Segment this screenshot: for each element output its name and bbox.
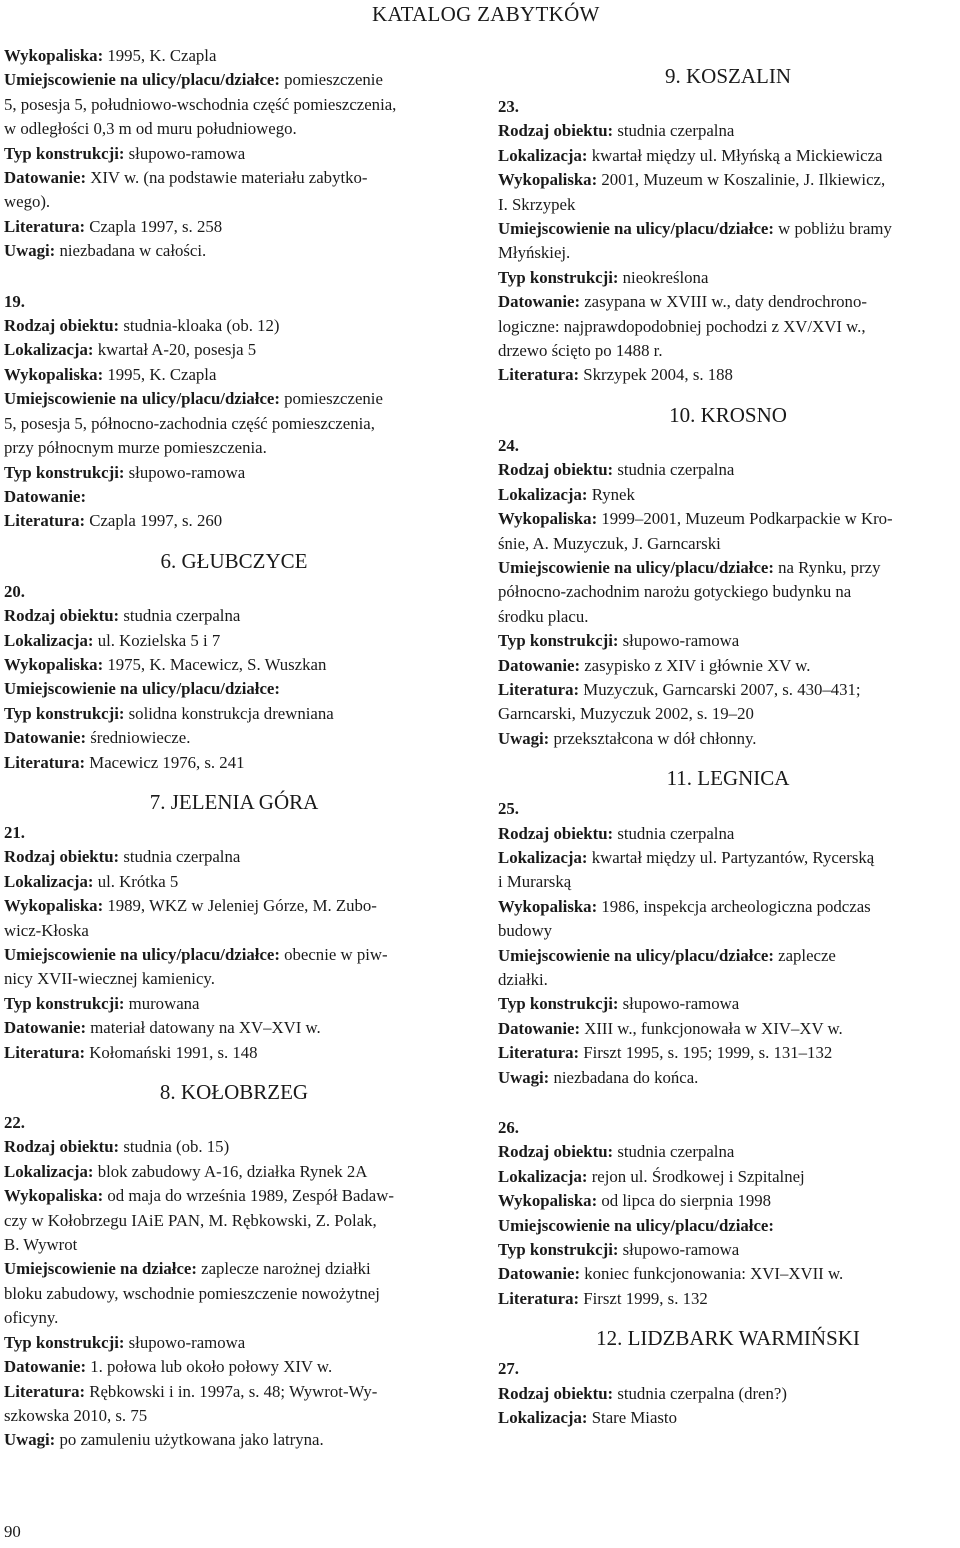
catalog-line bbox=[4, 239, 464, 263]
catalog-line bbox=[498, 458, 958, 482]
field-value: logiczne: najprawdopodobniej pochodzi z XV/XVI w., bbox=[498, 316, 866, 336]
spacer bbox=[4, 264, 464, 284]
field-label: Rodzaj obiektu: bbox=[4, 606, 120, 626]
field-value: słupowo-ramowa bbox=[124, 1332, 246, 1352]
field-label: Lokalizacja: bbox=[498, 145, 588, 165]
catalog-line bbox=[498, 992, 958, 1016]
spacer bbox=[498, 1090, 958, 1110]
catalog-line bbox=[498, 339, 958, 363]
field-label: Literatura: bbox=[498, 1043, 580, 1063]
catalog-line bbox=[4, 314, 464, 338]
field-label: Typ konstrukcji: bbox=[4, 462, 125, 482]
field-label: Literatura: bbox=[4, 216, 86, 236]
entry-number: 27. bbox=[498, 1359, 519, 1379]
catalog-line bbox=[498, 870, 958, 894]
catalog-line bbox=[498, 532, 958, 556]
field-value: studnia-kloaka (ob. 12) bbox=[119, 316, 280, 336]
entry-number: 21. bbox=[4, 822, 25, 842]
field-label: Lokalizacja: bbox=[498, 484, 588, 504]
field-value: nieokreślona bbox=[618, 267, 709, 287]
field-label: Literatura: bbox=[498, 1288, 580, 1308]
section-heading: 12. LIDZBARK WARMIŃSKI bbox=[596, 1326, 860, 1351]
field-value: przekształcona w dół chłonny. bbox=[549, 728, 757, 748]
section-heading: 8. KOŁOBRZEG bbox=[159, 1080, 309, 1105]
catalog-line bbox=[4, 1282, 464, 1306]
catalog-line bbox=[4, 509, 464, 533]
running-header: KATALOG ZABYTKÓW bbox=[372, 2, 600, 26]
catalog-line bbox=[4, 919, 464, 943]
entry-number: 23. bbox=[498, 97, 519, 116]
catalog-line bbox=[498, 1189, 958, 1213]
field-value: kwartał między ul. Partyzantów, Rycerską bbox=[587, 847, 875, 867]
field-label: Uwagi: bbox=[498, 728, 550, 748]
field-label: Rodzaj obiektu: bbox=[498, 1383, 614, 1403]
catalog-line bbox=[4, 943, 464, 967]
field-value: słupowo-ramowa bbox=[618, 994, 740, 1014]
field-label: Literatura: bbox=[4, 1381, 86, 1401]
field-label: Wykopaliska: bbox=[4, 896, 104, 916]
field-label: Lokalizacja: bbox=[498, 847, 588, 867]
field-label: Typ konstrukcji: bbox=[498, 267, 619, 287]
catalog-line bbox=[4, 967, 464, 991]
catalog-line bbox=[498, 507, 958, 531]
catalog-line bbox=[4, 653, 464, 677]
catalog-line bbox=[498, 1382, 958, 1406]
catalog-line bbox=[4, 992, 464, 1016]
field-value: kwartał między ul. Młyńską a Mickiewicza bbox=[587, 145, 883, 165]
field-value: słupowo-ramowa bbox=[618, 631, 740, 651]
catalog-line bbox=[4, 1355, 464, 1379]
catalog-line bbox=[4, 1041, 464, 1065]
entry-number: 19. bbox=[4, 291, 25, 311]
catalog-line bbox=[498, 1140, 958, 1164]
catalog-line bbox=[4, 215, 464, 239]
field-label: Literatura: bbox=[498, 679, 580, 699]
field-label: Rodzaj obiektu: bbox=[498, 121, 614, 141]
field-value: studnia czerpalna bbox=[119, 847, 241, 867]
field-value: studnia czerpalna bbox=[613, 823, 735, 843]
field-label: Literatura: bbox=[4, 752, 86, 772]
field-value: studnia czerpalna bbox=[613, 121, 735, 141]
catalog-line bbox=[4, 190, 464, 214]
field-label: Wykopaliska: bbox=[4, 1186, 104, 1206]
field-value: blok zabudowy A-16, działka Rynek 2A bbox=[93, 1161, 368, 1181]
field-value: czy w Kołobrzegu IAiE PAN, M. Rębkowski, Z. Polak, bbox=[4, 1210, 377, 1230]
catalog-line bbox=[498, 363, 958, 387]
field-value: 1995, K. Czapla bbox=[103, 364, 217, 384]
field-value: bloku zabudowy, wschodnie pomieszczenie nowożytnej bbox=[4, 1283, 380, 1303]
catalog-line bbox=[4, 363, 464, 387]
field-label: Typ konstrukcji: bbox=[4, 1332, 125, 1352]
field-label: Umiejscowienie na ulicy/placu/działce: bbox=[4, 70, 280, 90]
field-label: Datowanie: bbox=[4, 168, 87, 188]
catalog-line bbox=[498, 241, 958, 265]
catalog-line bbox=[498, 629, 958, 653]
left-column bbox=[4, 44, 464, 1453]
catalog-line bbox=[498, 217, 958, 241]
field-value: w odległości 0,3 m od muru południowego. bbox=[4, 119, 297, 139]
field-value: studnia czerpalna bbox=[613, 1142, 735, 1162]
field-value: oficyny. bbox=[4, 1308, 59, 1328]
entry-number: 24. bbox=[498, 435, 519, 455]
field-label: Datowanie: bbox=[498, 655, 581, 675]
field-value: koniec funkcjonowania: XVI–XVII w. bbox=[580, 1264, 844, 1284]
field-value: ul. Krótka 5 bbox=[93, 871, 179, 891]
field-value: szkowska 2010, s. 75 bbox=[4, 1405, 148, 1425]
catalog-line bbox=[4, 461, 464, 485]
field-value: wicz-Kłoska bbox=[4, 920, 89, 940]
field-label: Lokalizacja: bbox=[498, 1408, 588, 1428]
catalog-line bbox=[4, 338, 464, 362]
field-value: 1986, inspekcja archeologiczna podczas bbox=[597, 896, 871, 916]
field-value: studnia czerpalna (dren?) bbox=[613, 1383, 787, 1403]
catalog-line bbox=[4, 142, 464, 166]
right-column bbox=[498, 49, 958, 1431]
catalog-line bbox=[498, 580, 958, 604]
catalog-line bbox=[4, 1209, 464, 1233]
catalog-line bbox=[498, 895, 958, 919]
field-value: nicy XVII-wiecznej kamienicy. bbox=[4, 969, 215, 989]
entry-number: 20. bbox=[4, 581, 25, 601]
field-label: Uwagi: bbox=[498, 1067, 550, 1087]
catalog-line bbox=[498, 1287, 958, 1311]
field-value: XIII w., funkcjonowała w XIV–XV w. bbox=[580, 1018, 843, 1038]
catalog-line bbox=[4, 93, 464, 117]
catalog-line bbox=[498, 1406, 958, 1430]
catalog-line bbox=[498, 702, 958, 726]
field-label: Typ konstrukcji: bbox=[4, 993, 125, 1013]
field-label: Uwagi: bbox=[4, 1430, 56, 1450]
field-value: pomieszczenie bbox=[279, 389, 383, 409]
field-value: B. Wywrot bbox=[4, 1235, 78, 1255]
catalog-line bbox=[498, 1165, 958, 1189]
field-label: Uwagi: bbox=[4, 241, 56, 261]
catalog-line bbox=[498, 919, 958, 943]
catalog-line bbox=[4, 436, 464, 460]
catalog-line bbox=[4, 166, 464, 190]
field-label: Rodzaj obiektu: bbox=[4, 316, 120, 336]
catalog-line bbox=[498, 290, 958, 314]
field-label: Datowanie: bbox=[4, 728, 87, 748]
field-value: murowana bbox=[124, 993, 200, 1013]
field-value: słupowo-ramowa bbox=[124, 143, 246, 163]
field-label: Lokalizacja: bbox=[4, 871, 94, 891]
field-label: Rodzaj obiektu: bbox=[4, 847, 120, 867]
field-label: Lokalizacja: bbox=[4, 340, 94, 360]
field-label: Wykopaliska: bbox=[4, 364, 104, 384]
catalog-line bbox=[4, 702, 464, 726]
field-value: kwartał A-20, posesja 5 bbox=[93, 340, 257, 360]
field-value: 5, posesja 5, północno-zachodnia część pomieszczenia, bbox=[4, 413, 375, 433]
field-value: i Murarską bbox=[498, 872, 572, 892]
field-value: Muzyczuk, Garncarski 2007, s. 430–431; bbox=[579, 679, 861, 699]
field-label: Umiejscowienie na ulicy/placu/działce: bbox=[498, 219, 774, 239]
catalog-line bbox=[4, 1257, 464, 1281]
field-value: słupowo-ramowa bbox=[124, 462, 246, 482]
catalog-line bbox=[4, 845, 464, 869]
field-value: północno-zachodnim narożu gotyckiego budynku na bbox=[498, 582, 852, 602]
field-label: Lokalizacja: bbox=[4, 630, 94, 650]
field-value: ul. Kozielska 5 i 7 bbox=[93, 630, 221, 650]
field-label: Wykopaliska: bbox=[498, 1191, 598, 1211]
field-label: Typ konstrukcji: bbox=[4, 703, 125, 723]
field-label: Datowanie: bbox=[498, 1018, 581, 1038]
catalog-line bbox=[498, 1041, 958, 1065]
catalog-line bbox=[498, 1017, 958, 1041]
catalog-line bbox=[4, 677, 464, 701]
field-value: środku placu. bbox=[498, 606, 589, 626]
catalog-line bbox=[4, 726, 464, 750]
field-label: Datowanie: bbox=[4, 486, 87, 506]
field-value: 2001, Muzeum w Koszalinie, J. Ilkiewicz, bbox=[597, 170, 886, 190]
catalog-line bbox=[498, 193, 958, 217]
catalog-line bbox=[4, 68, 464, 92]
catalog-line bbox=[498, 654, 958, 678]
field-label: Rodzaj obiektu: bbox=[4, 1137, 120, 1157]
field-label: Literatura: bbox=[4, 511, 86, 531]
field-value: 1989, WKZ w Jeleniej Górze, M. Zubo- bbox=[103, 896, 377, 916]
field-value: wego). bbox=[4, 192, 51, 212]
field-value: 1999–2001, Muzeum Podkarpackie w Kro- bbox=[597, 509, 893, 529]
field-value: Rynek bbox=[587, 484, 635, 504]
field-label: Wykopaliska: bbox=[4, 654, 104, 674]
catalog-line bbox=[4, 1404, 464, 1428]
field-value: słupowo-ramowa bbox=[618, 1240, 740, 1260]
field-value: solidna konstrukcja drewniana bbox=[124, 703, 334, 723]
field-value: zasypisko z XIV i głównie XV w. bbox=[580, 655, 811, 675]
field-value: niezbadana do końca. bbox=[549, 1067, 699, 1087]
catalog-line bbox=[4, 751, 464, 775]
field-label: Lokalizacja: bbox=[4, 1161, 94, 1181]
entry-number: 22. bbox=[4, 1113, 25, 1133]
page-number: 90 bbox=[4, 1522, 21, 1541]
entry-number: 25. bbox=[498, 799, 519, 819]
field-label: Umiejscowienie na ulicy/placu/działce: bbox=[4, 389, 280, 409]
catalog-line bbox=[4, 1135, 464, 1159]
catalog-line bbox=[498, 556, 958, 580]
field-label: Datowanie: bbox=[498, 292, 581, 312]
field-value: rejon ul. Środkowej i Szpitalnej bbox=[587, 1166, 805, 1186]
section-heading: 6. GŁUBCZYCE bbox=[160, 548, 308, 573]
field-label: Umiejscowienie na ulicy/placu/działce: bbox=[498, 1215, 774, 1235]
catalog-line bbox=[4, 870, 464, 894]
catalog-line bbox=[4, 1428, 464, 1452]
field-value: Garncarski, Muzyczuk 2002, s. 19–20 bbox=[498, 704, 754, 724]
field-value: studnia czerpalna bbox=[119, 606, 241, 626]
catalog-line bbox=[4, 1184, 464, 1208]
field-label: Literatura: bbox=[498, 365, 580, 385]
section-heading: 7. JELENIA GÓRA bbox=[149, 789, 319, 814]
field-value: Macewicz 1976, s. 241 bbox=[85, 752, 245, 772]
catalog-line bbox=[498, 944, 958, 968]
field-value: od lipca do sierpnia 1998 bbox=[597, 1191, 772, 1211]
catalog-line bbox=[498, 1262, 958, 1286]
field-value: Firszt 1995, s. 195; 1999, s. 131–132 bbox=[579, 1043, 833, 1063]
field-value: Rębkowski i in. 1997a, s. 48; Wywrot-Wy- bbox=[85, 1381, 378, 1401]
field-label: Umiejscowienie na ulicy/placu/działce: bbox=[498, 557, 774, 577]
field-label: Wykopaliska: bbox=[498, 896, 598, 916]
entry-number: 26. bbox=[498, 1118, 519, 1138]
catalog-line bbox=[4, 604, 464, 628]
field-label: Typ konstrukcji: bbox=[498, 1240, 619, 1260]
field-value: średniowiecze. bbox=[86, 728, 191, 748]
catalog-line bbox=[498, 727, 958, 751]
catalog-line bbox=[498, 483, 958, 507]
field-value: 5, posesja 5, południowo-wschodnia część pomieszczenia, bbox=[4, 94, 397, 114]
field-label: Literatura: bbox=[4, 1042, 86, 1062]
catalog-line bbox=[4, 1306, 464, 1330]
field-label: Rodzaj obiektu: bbox=[498, 460, 614, 480]
catalog-line bbox=[4, 1160, 464, 1184]
field-label: Wykopaliska: bbox=[498, 170, 598, 190]
field-value: XIV w. (na podstawie materiału zabytko- bbox=[86, 168, 368, 188]
field-label: Typ konstrukcji: bbox=[498, 631, 619, 651]
field-value: I. Skrzypek bbox=[498, 194, 576, 214]
field-value: Stare Miasto bbox=[587, 1408, 677, 1428]
field-label: Datowanie: bbox=[4, 1357, 87, 1377]
catalog-line bbox=[498, 1214, 958, 1238]
catalog-line bbox=[4, 412, 464, 436]
field-value: obecnie w piw- bbox=[279, 945, 388, 964]
field-value: po zamuleniu użytkowana jako latryna. bbox=[55, 1430, 324, 1450]
catalog-line bbox=[4, 387, 464, 411]
field-value: w pobliżu bramy bbox=[773, 219, 892, 239]
field-value: na Rynku, przy bbox=[773, 557, 881, 577]
catalog-line bbox=[498, 1066, 958, 1090]
field-label: Umiejscowienie na ulicy/placu/działce: bbox=[4, 679, 280, 699]
field-value: Czapla 1997, s. 260 bbox=[85, 511, 223, 531]
catalog-line bbox=[4, 117, 464, 141]
field-value: zaplecze narożnej działki bbox=[196, 1259, 371, 1279]
field-value: zasypana w XVIII w., daty dendrochrono- bbox=[580, 292, 867, 312]
field-value: śnie, A. Muzyczuk, J. Garncarski bbox=[498, 533, 721, 553]
field-value: Młyńskiej. bbox=[498, 243, 571, 263]
field-label: Datowanie: bbox=[498, 1264, 581, 1284]
catalog-line bbox=[498, 144, 958, 168]
section-heading: 10. KROSNO bbox=[669, 402, 787, 427]
field-value: niezbadana w całości. bbox=[55, 241, 207, 261]
field-label: Lokalizacja: bbox=[498, 1166, 588, 1186]
field-value: zaplecze bbox=[773, 945, 836, 965]
catalog-line bbox=[498, 266, 958, 290]
field-value: od maja do września 1989, Zespół Badaw- bbox=[103, 1186, 394, 1206]
field-label: Umiejscowienie na ulicy/placu/działce: bbox=[4, 945, 280, 964]
section-heading: 9. KOSZALIN bbox=[665, 64, 791, 88]
field-value: Skrzypek 2004, s. 188 bbox=[579, 365, 733, 385]
catalog-line bbox=[498, 678, 958, 702]
section-heading: 11. LEGNICA bbox=[666, 766, 790, 791]
catalog-line bbox=[4, 44, 464, 68]
catalog-line bbox=[498, 605, 958, 629]
field-value: 1995, K. Czapla bbox=[103, 46, 217, 65]
field-label: Rodzaj obiektu: bbox=[498, 823, 614, 843]
field-value: pomieszczenie bbox=[279, 70, 383, 90]
catalog-line bbox=[498, 968, 958, 992]
field-value: Czapla 1997, s. 258 bbox=[85, 216, 223, 236]
field-value: studnia (ob. 15) bbox=[119, 1137, 230, 1157]
catalog-line bbox=[4, 1016, 464, 1040]
field-label: Typ konstrukcji: bbox=[498, 994, 619, 1014]
catalog-line bbox=[4, 894, 464, 918]
field-value: materiał datowany na XV–XVI w. bbox=[86, 1018, 321, 1038]
field-value: Kołomański 1991, s. 148 bbox=[85, 1042, 258, 1062]
catalog-line bbox=[4, 629, 464, 653]
field-label: Datowanie: bbox=[4, 1018, 87, 1038]
catalog-line bbox=[498, 822, 958, 846]
field-label: Wykopaliska: bbox=[4, 46, 104, 65]
field-value: przy północnym murze pomieszczenia. bbox=[4, 438, 267, 458]
catalog-line bbox=[4, 1331, 464, 1355]
field-label: Umiejscowienie na działce: bbox=[4, 1259, 197, 1279]
catalog-line bbox=[498, 119, 958, 143]
catalog-line bbox=[4, 1233, 464, 1257]
field-label: Typ konstrukcji: bbox=[4, 143, 125, 163]
field-value: drzewo ścięto po 1488 r. bbox=[498, 341, 663, 361]
field-value: studnia czerpalna bbox=[613, 460, 735, 480]
catalog-line bbox=[4, 1380, 464, 1404]
field-label: Wykopaliska: bbox=[498, 509, 598, 529]
field-value: budowy bbox=[498, 921, 553, 941]
catalog-line bbox=[498, 168, 958, 192]
field-value: Firszt 1999, s. 132 bbox=[579, 1288, 708, 1308]
catalog-line bbox=[498, 1238, 958, 1262]
catalog-line bbox=[498, 846, 958, 870]
field-label: Rodzaj obiektu: bbox=[498, 1142, 614, 1162]
catalog-line bbox=[498, 315, 958, 339]
catalog-line bbox=[4, 485, 464, 509]
field-label: Umiejscowienie na ulicy/placu/działce: bbox=[498, 945, 774, 965]
field-value: działki. bbox=[498, 970, 548, 989]
field-value: 1. połowa lub około połowy XIV w. bbox=[86, 1357, 333, 1377]
field-value: 1975, K. Macewicz, S. Wuszkan bbox=[103, 654, 327, 674]
